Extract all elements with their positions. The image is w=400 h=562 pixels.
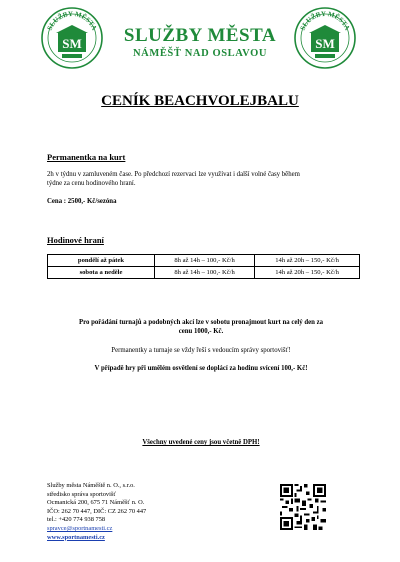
- turnaj-line-2: cenu 1000,- Kč.: [178, 328, 224, 335]
- permanentka-line-2: týdne za cenu hodinového hraní.: [47, 180, 136, 187]
- table-row: [48, 255, 360, 267]
- day-cell: sobota a neděle: [48, 267, 155, 279]
- web-link[interactable]: www.sportnamesti.cz: [47, 533, 105, 541]
- svg-text:SLUŽBY MĚSTA: SLUŽBY MĚSTA: [45, 9, 99, 32]
- permanentka-heading: Permanentka na kurt: [47, 152, 126, 162]
- department: středisko správa sportovišť: [47, 490, 117, 498]
- table-row: [48, 267, 360, 279]
- sluzby-mesta-logo-left: [40, 6, 104, 72]
- address: Ocmanická 200, 675 71 Náměšť n. O.: [47, 499, 145, 507]
- footer-contact: [47, 482, 146, 542]
- permanentka-price: Cena : 2500,- Kč/sezóna: [47, 198, 117, 205]
- svg-text:SLUŽBY MĚSTA: SLUŽBY MĚSTA: [298, 9, 352, 32]
- price-cell: 8h až 14h – 100,- Kč/h: [155, 255, 255, 267]
- brand-block: [110, 26, 290, 59]
- permanentka-line-1: 2h v týdnu v zamluveném čase. Po předchozí rezervaci lze využívat i další volné časy během: [47, 171, 300, 178]
- hodinove-heading: Hodinové hraní: [47, 235, 104, 245]
- email-link[interactable]: spravce@sportnamesti.cz: [47, 524, 113, 532]
- brand-subtitle: NÁMĚŠŤ NAD OSLAVOU: [132, 48, 268, 59]
- company-ids: IČO: 262 70 447, DIČ: CZ 262 70 447: [47, 507, 147, 515]
- brand-title: SLUŽBY MĚSTA: [123, 25, 277, 46]
- svg-text:SM: SM: [62, 36, 82, 51]
- day-cell: pondělí až pátek: [48, 255, 155, 267]
- price-table: [47, 254, 360, 279]
- company-name: Služby města Náměště n. O., s.r.o.: [47, 482, 135, 489]
- permanentka-description: [47, 170, 367, 188]
- qr-code-icon: [280, 484, 326, 530]
- sprava-note: Permanentky a turnaje se vždy řeší s vedoucím správy sportovišť!: [111, 347, 291, 354]
- price-cell: 14h až 20h – 150,- Kč/h: [255, 255, 360, 267]
- dph-note: Všechny uvedené ceny jsou včetně DPH!: [142, 439, 260, 446]
- price-cell: 8h až 14h – 100,- Kč/h: [155, 267, 255, 279]
- turnaj-line-1: Pro pořádání turnajů a podobných akcí lze v sobotu pronajmout kurt na celý den za: [78, 319, 324, 326]
- header: [0, 0, 400, 80]
- price-cell: 14h až 20h – 150,- Kč/h: [255, 267, 360, 279]
- turnaj-note: [45, 318, 357, 336]
- svg-text:SM: SM: [315, 36, 335, 51]
- sluzby-mesta-logo-right: [293, 6, 357, 72]
- phone: tel.: +420 774 938 758: [47, 516, 106, 524]
- page-title: CENÍK BEACHVOLEJBALU: [101, 93, 299, 109]
- osvetleni-note: V případě hry při umělém osvětlení se doplácí za hodinu svícení 100,- Kč!: [94, 365, 308, 372]
